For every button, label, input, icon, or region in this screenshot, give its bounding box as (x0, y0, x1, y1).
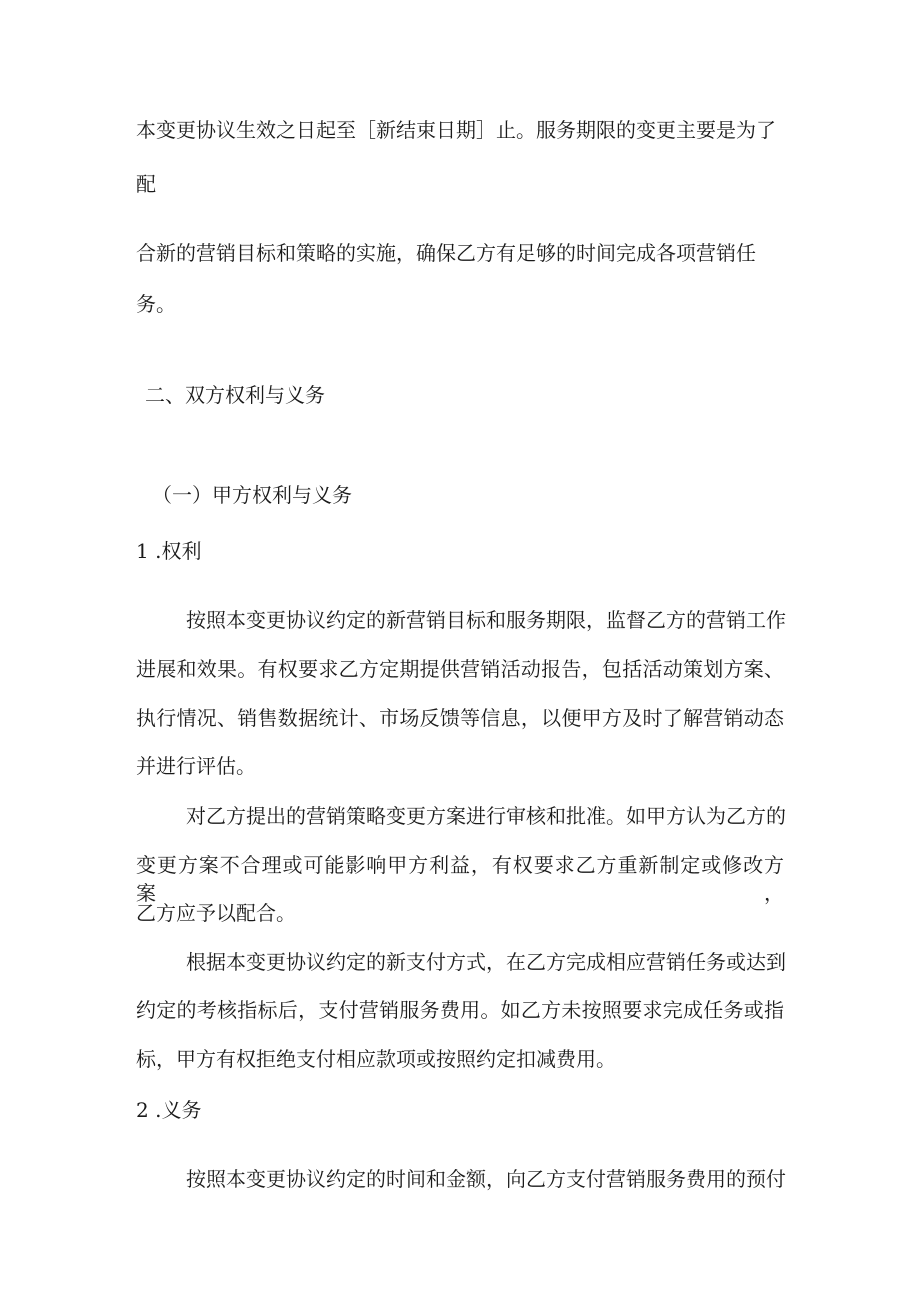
rights-para-2-line-2: 变更方案不合理或可能影响甲方利益，有权要求乙方重新制定或修改方案， (136, 853, 784, 905)
continuation-line-2: 配 (136, 172, 156, 196)
continuation-line-3: 合新的营销目标和策略的实施，确保乙方有足够的时间完成各项营销任 (136, 241, 756, 265)
rights-para-2-line-3: 乙方应予以配合。 (136, 901, 296, 925)
obligations-para-1-line-1: 按照本变更协议约定的时间和金额，向乙方支付营销服务费用的预付 (186, 1167, 786, 1191)
continuation-line-1: 本变更协议生效之日起至［新结束日期］止。服务期限的变更主要是为了 (136, 118, 776, 142)
item-heading-rights: 1 .权利 (136, 539, 202, 563)
continuation-line-4: 务。 (136, 292, 176, 316)
rights-para-1-line-3: 执行情况、销售数据统计、市场反馈等信息，以便甲方及时了解营销动态 (136, 706, 784, 730)
rights-para-3-line-1: 根据本变更协议约定的新支付方式，在乙方完成相应营销任务或达到 (186, 950, 786, 974)
subsection-heading: （一）甲方权利与义务 (152, 483, 352, 507)
rights-para-1-line-1: 按照本变更协议约定的新营销目标和服务期限，监督乙方的营销工作 (186, 608, 786, 632)
item-heading-obligations: 2 .义务 (136, 1098, 202, 1122)
rights-para-2-line-1: 对乙方提出的营销策略变更方案进行审核和批准。如甲方认为乙方的 (186, 804, 786, 828)
rights-para-1-line-4: 并进行评估。 (136, 754, 256, 778)
rights-para-3-line-2: 约定的考核指标后，支付营销服务费用。如乙方未按照要求完成任务或指 (136, 998, 784, 1022)
rights-para-1-line-2: 进展和效果。有权要求乙方定期提供营销活动报告，包括活动策划方案、 (136, 657, 784, 681)
rights-para-3-line-3: 标，甲方有权拒绝支付相应款项或按照约定扣减费用。 (136, 1047, 616, 1071)
section-heading: 二、双方权利与义务 (145, 383, 325, 407)
